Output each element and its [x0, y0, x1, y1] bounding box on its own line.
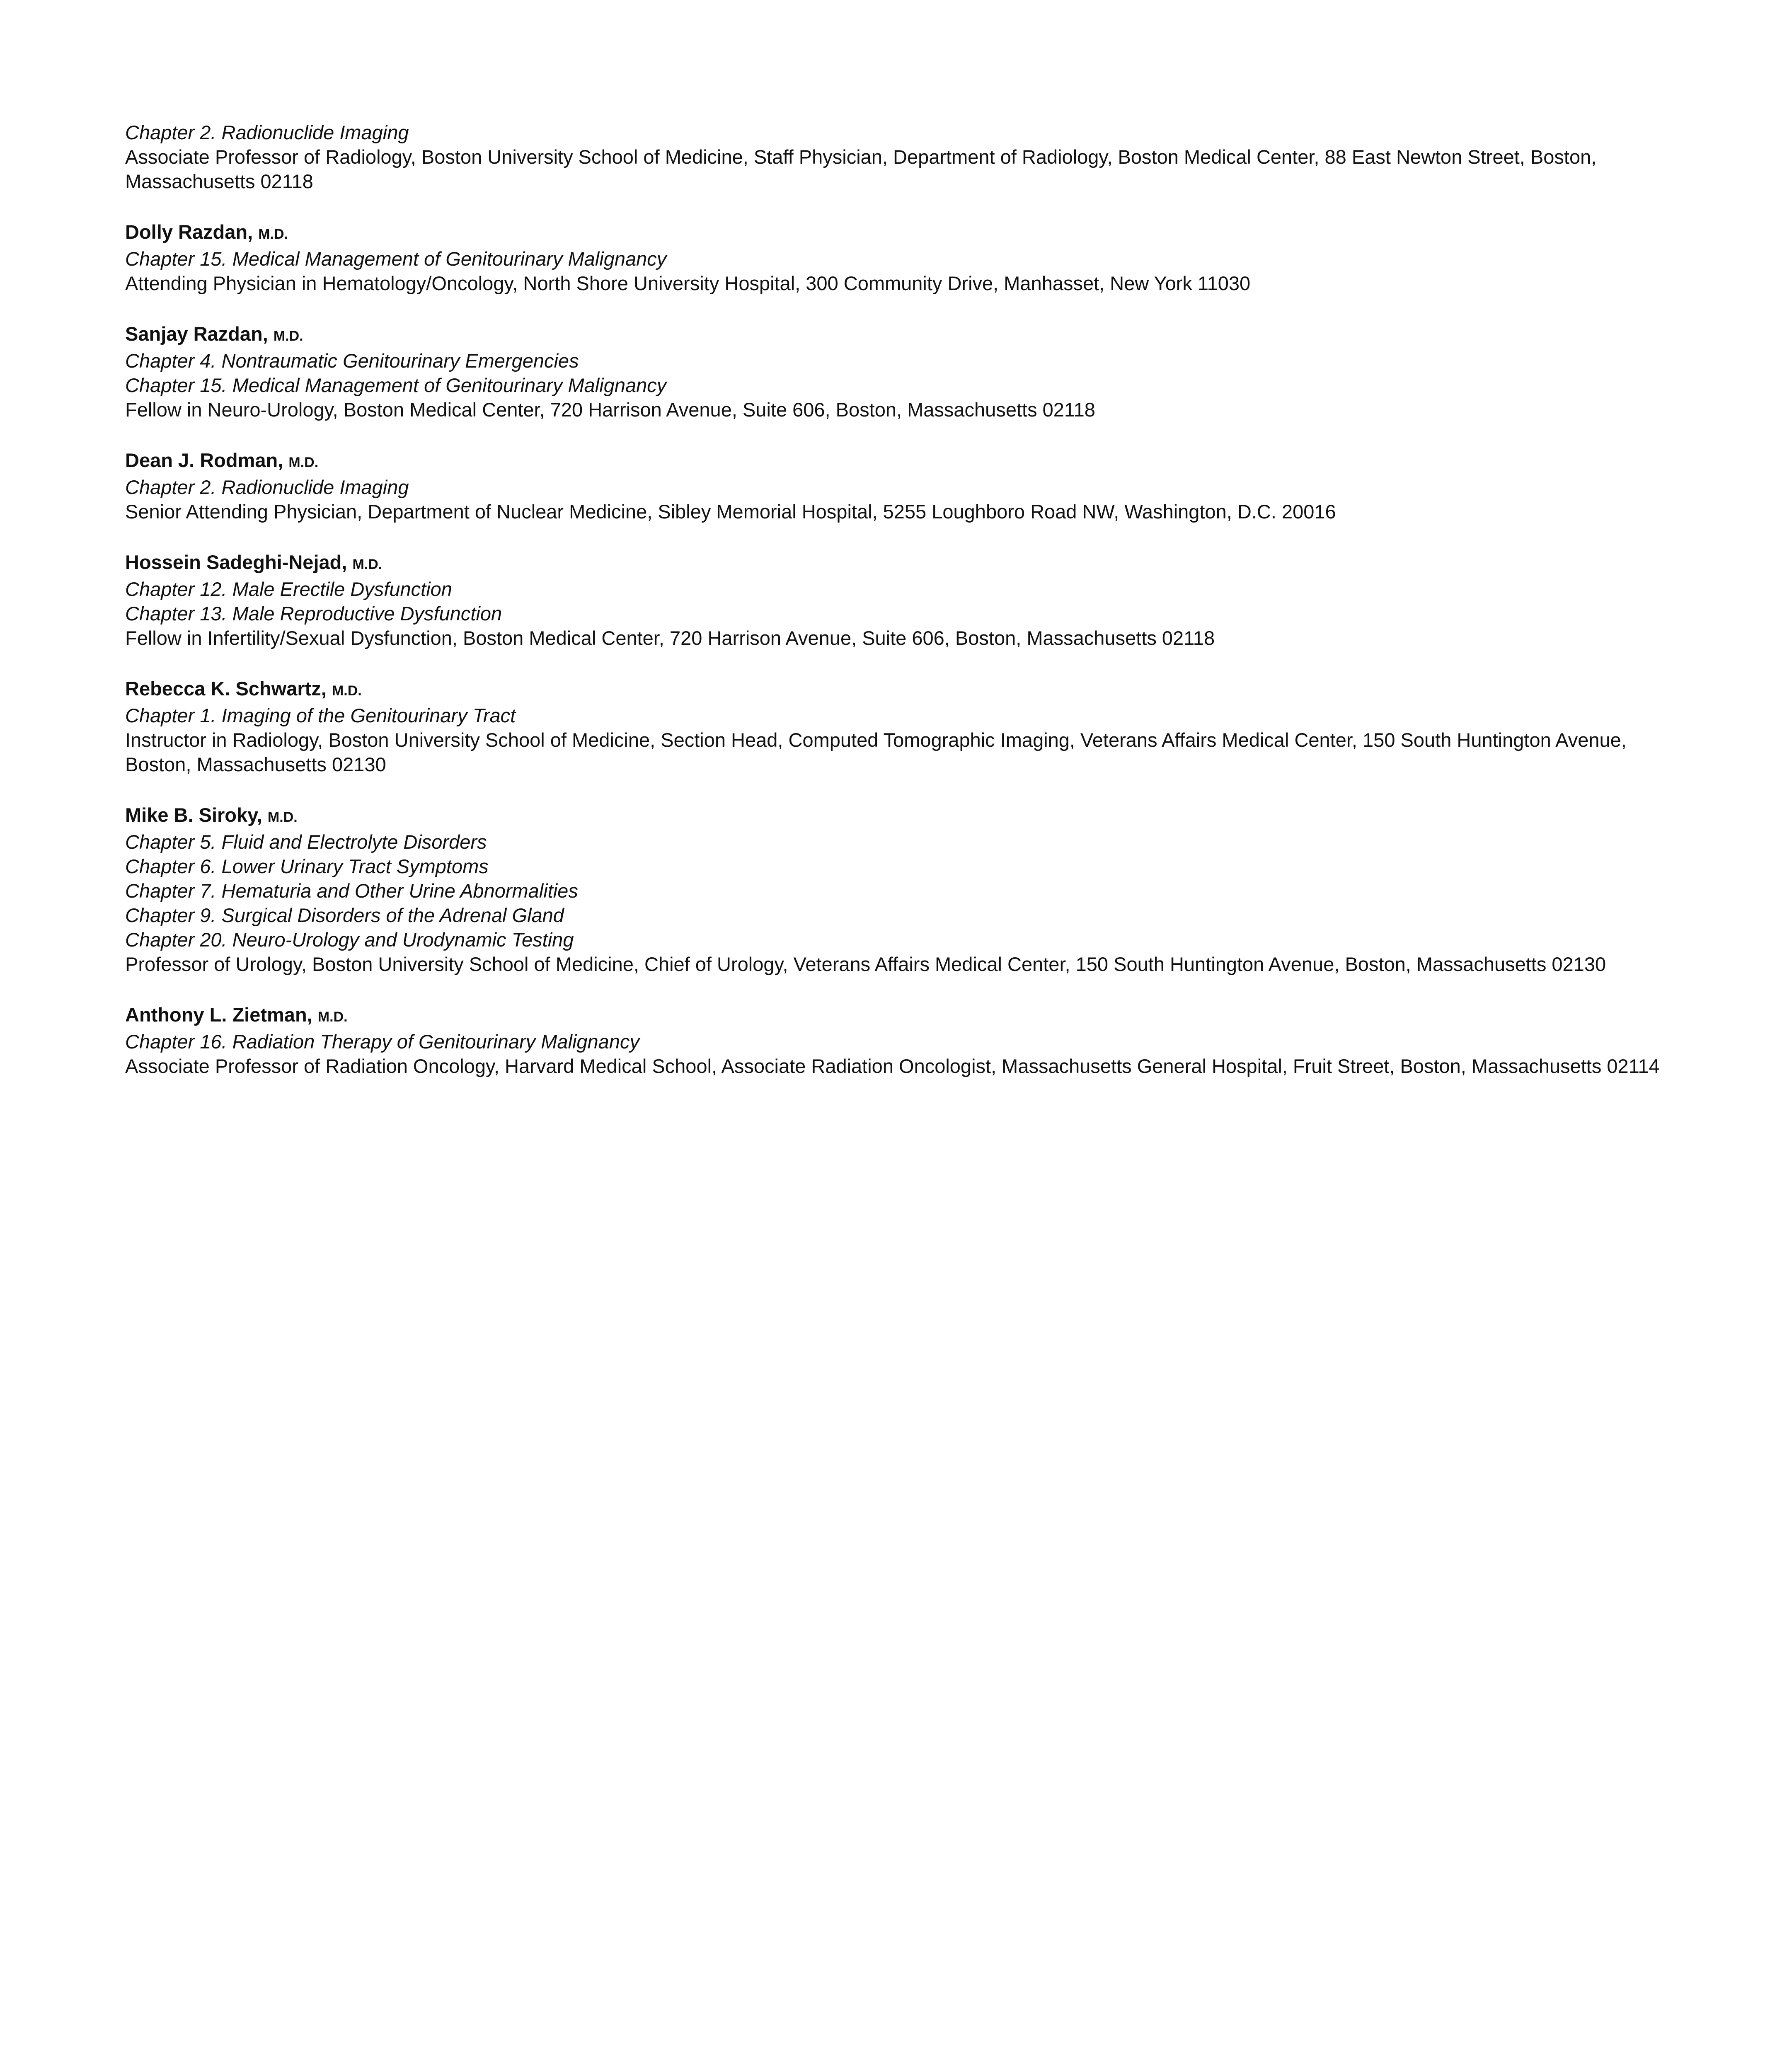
affiliation: Fellow in Neuro-Urology, Boston Medical Center, 720 Harrison Avenue, Suite 606, Boston, Massachusetts 02118	[125, 399, 1095, 421]
chapter-title: Chapter 4. Nontraumatic Genitourinary Emergencies	[125, 350, 579, 372]
affiliation: Fellow in Infertility/Sexual Dysfunction, Boston Medical Center, 720 Harrison Avenue, Suite 606, Boston, Massachusetts 02118	[125, 627, 1215, 649]
contributor-degree: M.D.	[317, 1009, 348, 1025]
contributor-name-line	[125, 803, 1671, 830]
contributor-name-line	[125, 220, 1671, 247]
chapter-title: Chapter 2. Radionuclide Imaging	[125, 476, 409, 498]
contributor-entry	[125, 322, 1671, 422]
chapter-title: Chapter 1. Imaging of the Genitourinary Tract	[125, 704, 516, 726]
contributor-entry	[125, 676, 1671, 777]
chapter-title: Chapter 5. Fluid and Electrolyte Disorders	[125, 831, 487, 853]
contributor-name: Dolly Razdan,	[125, 221, 253, 243]
affiliation: Associate Professor of Radiology, Boston University School of Medicine, Staff Physician, Department of Radiology, Boston Medical Center, 88 East Newton Street, Boston, Massachusetts 02118	[125, 146, 1597, 192]
contributor-name: Dean J. Rodman,	[125, 449, 283, 471]
contributor-degree: M.D.	[332, 683, 362, 699]
contributor-entry	[125, 220, 1671, 295]
contributor-name-line	[125, 1002, 1671, 1029]
contributor-degree: M.D.	[288, 455, 319, 470]
contributor-degree: M.D.	[258, 226, 288, 242]
contributor-name: Mike B. Siroky,	[125, 804, 262, 826]
contributor-name: Hossein Sadeghi-Nejad,	[125, 551, 347, 573]
affiliation: Senior Attending Physician, Department of Nuclear Medicine, Sibley Memorial Hospital, 5255 Loughboro Road NW, Washington, D.C. 20016	[125, 501, 1336, 523]
chapter-title: Chapter 6. Lower Urinary Tract Symptoms	[125, 855, 489, 877]
contributor-degree: M.D.	[273, 328, 303, 344]
chapter-title: Chapter 15. Medical Management of Genitourinary Malignancy	[125, 374, 667, 396]
chapter-title: Chapter 13. Male Reproductive Dysfunction	[125, 603, 502, 625]
affiliation: Attending Physician in Hematology/Oncology, North Shore University Hospital, 300 Community Drive, Manhasset, New York 11030	[125, 272, 1251, 294]
contributor-name-line	[125, 676, 1671, 703]
contributor-entry	[125, 120, 1671, 194]
contributor-degree: M.D.	[267, 809, 298, 825]
chapter-title: Chapter 16. Radiation Therapy of Genitourinary Malignancy	[125, 1031, 639, 1053]
contributor-entry	[125, 550, 1671, 650]
contributor-entry	[125, 1002, 1671, 1078]
chapter-title: Chapter 9. Surgical Disorders of the Adrenal Gland	[125, 904, 564, 926]
contributor-entry	[125, 448, 1671, 524]
contributor-name: Sanjay Razdan,	[125, 323, 268, 345]
contributor-name-line	[125, 550, 1671, 577]
affiliation: Instructor in Radiology, Boston University School of Medicine, Section Head, Computed Tomographic Imaging, Veterans Affairs Medical Center, 150 South Huntington Avenue, Boston, Massachusetts 02130	[125, 729, 1627, 775]
affiliation: Professor of Urology, Boston University School of Medicine, Chief of Urology, Veterans Affairs Medical Center, 150 South Huntington Avenue, Boston, Massachusetts 02130	[125, 953, 1606, 975]
chapter-title: Chapter 20. Neuro-Urology and Urodynamic Testing	[125, 929, 574, 951]
contributor-name: Rebecca K. Schwartz,	[125, 678, 327, 700]
contributors-list	[125, 120, 1671, 1104]
contributor-degree: M.D.	[352, 557, 383, 572]
chapter-title: Chapter 2. Radionuclide Imaging	[125, 121, 409, 143]
contributor-entry	[125, 803, 1671, 976]
chapter-title: Chapter 7. Hematuria and Other Urine Abnormalities	[125, 880, 578, 902]
contributor-name-line	[125, 322, 1671, 349]
affiliation: Associate Professor of Radiation Oncology, Harvard Medical School, Associate Radiation Oncologist, Massachusetts General Hospital, Fruit Street, Boston, Massachusetts 02114	[125, 1055, 1660, 1077]
contributor-name: Anthony L. Zietman,	[125, 1004, 312, 1026]
chapter-title: Chapter 12. Male Erectile Dysfunction	[125, 578, 452, 600]
contributor-name-line	[125, 448, 1671, 475]
chapter-title: Chapter 15. Medical Management of Genitourinary Malignancy	[125, 248, 667, 270]
